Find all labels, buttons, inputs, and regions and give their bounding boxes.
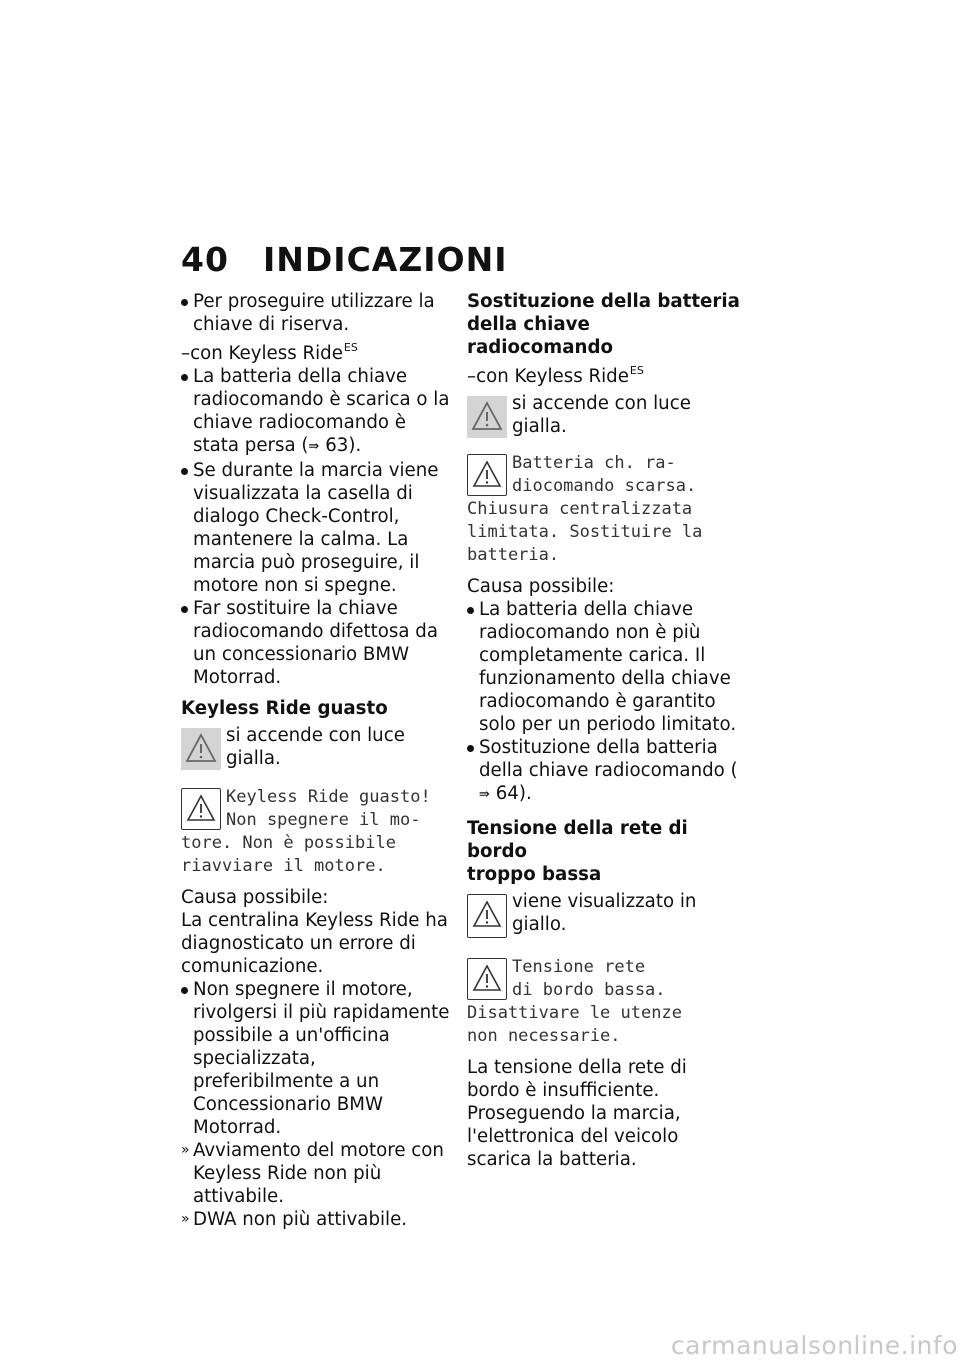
final-text: La tensione della rete di bordo è insufficiente. Proseguendo la marcia, l'elettronica del veicolo scarica la batteria. <box>467 1057 687 1170</box>
left-column <box>181 290 451 1231</box>
result-item: » DWA non più attivabile. <box>181 1209 408 1230</box>
section-heading: Sostituzione della batteria della chiave radiocomando <box>467 291 740 358</box>
warning-triangle-icon <box>467 958 507 1000</box>
page-number: 40 <box>181 240 229 279</box>
page-ref[interactable]: 64). <box>495 783 532 804</box>
section-heading: Keyless Ride guasto <box>181 698 388 719</box>
warning-triangle-icon <box>181 788 221 830</box>
page-ref-arrow-icon: ⇛ <box>308 439 320 454</box>
page-ref-arrow-icon: ⇛ <box>479 787 490 802</box>
page-title: INDICAZIONI <box>263 240 508 279</box>
warning-triangle-icon <box>467 454 507 496</box>
list-item: Per proseguire utilizzare la chiave di riserva. <box>181 290 451 336</box>
warning-display-text: viene visualizzato in giallo. <box>512 891 697 935</box>
display-message: Keyless Ride guasto! Non spegnere il mo- tore. Non è possibile riavviare il motore. <box>181 787 431 876</box>
condition-keyless-ride: –con Keyless Ride$^{ES}$ <box>467 364 644 387</box>
warning-triangle-icon <box>467 894 507 938</box>
page-header <box>181 240 507 279</box>
cause-label: Causa possibile: <box>181 887 329 908</box>
list-item: La batteria della chiave radiocomando è scarica o la chiave radiocomando è stata persa (⇛ 63). <box>181 365 451 459</box>
list-item: Sostituzione della batteria della chiave radiocomando (⇛ 64). <box>467 736 742 807</box>
watermark: carmanualsonline.info <box>670 1331 958 1360</box>
warning-display-row <box>467 890 742 950</box>
cause-label: Causa possibile: <box>467 576 615 597</box>
warning-light-text: si accende con luce gialla. <box>226 725 405 769</box>
result-arrow-icon: » <box>181 1211 190 1227</box>
list-item: Se durante la marcia viene visualizzata la casella di dialogo Check-Control, mantenere la calma. La marcia può proseguire, il motore non si spegne. <box>181 459 451 597</box>
warning-light-icon <box>181 728 221 770</box>
display-message: Tensione rete di bordo bassa. Disattivare le utenze non necessarie. <box>467 957 682 1046</box>
cause-text: La centralina Keyless Ride ha diagnosticato un errore di comunicazione. <box>181 910 448 977</box>
list-item: La batteria della chiave radiocomando non è più completamente carica. Il funzionamento della chiave radiocomando è garantito solo per un periodo limitato. <box>467 598 742 736</box>
warning-light-icon <box>467 396 507 438</box>
warning-light-row <box>181 724 451 772</box>
list-item: Non spegnere il motore, rivolgersi il più rapidamente possibile a un'officina specializzata, preferibilmente a un Concessionario BMW Motorrad. <box>181 978 451 1139</box>
result-item: » Avviamento del motore con Keyless Ride non più attivabile. <box>181 1140 444 1207</box>
page-ref[interactable]: 63). <box>325 435 362 456</box>
warning-light-text: si accende con luce gialla. <box>512 393 691 437</box>
list-item: Far sostituire la chiave radiocomando difettosa da un concessionario BMW Motorrad. <box>181 597 451 689</box>
condition-keyless-ride: –con Keyless Ride$^{ES}$ <box>181 341 358 364</box>
result-arrow-icon: » <box>181 1142 190 1158</box>
right-column <box>467 290 742 1171</box>
display-message: Batteria ch. ra- diocomando scarsa. Chiusura centralizzata limitata. Sostituire la batteria. <box>467 453 703 565</box>
section-heading: Tensione della rete di bordo troppo bassa <box>467 818 688 885</box>
warning-light-row <box>467 392 742 440</box>
